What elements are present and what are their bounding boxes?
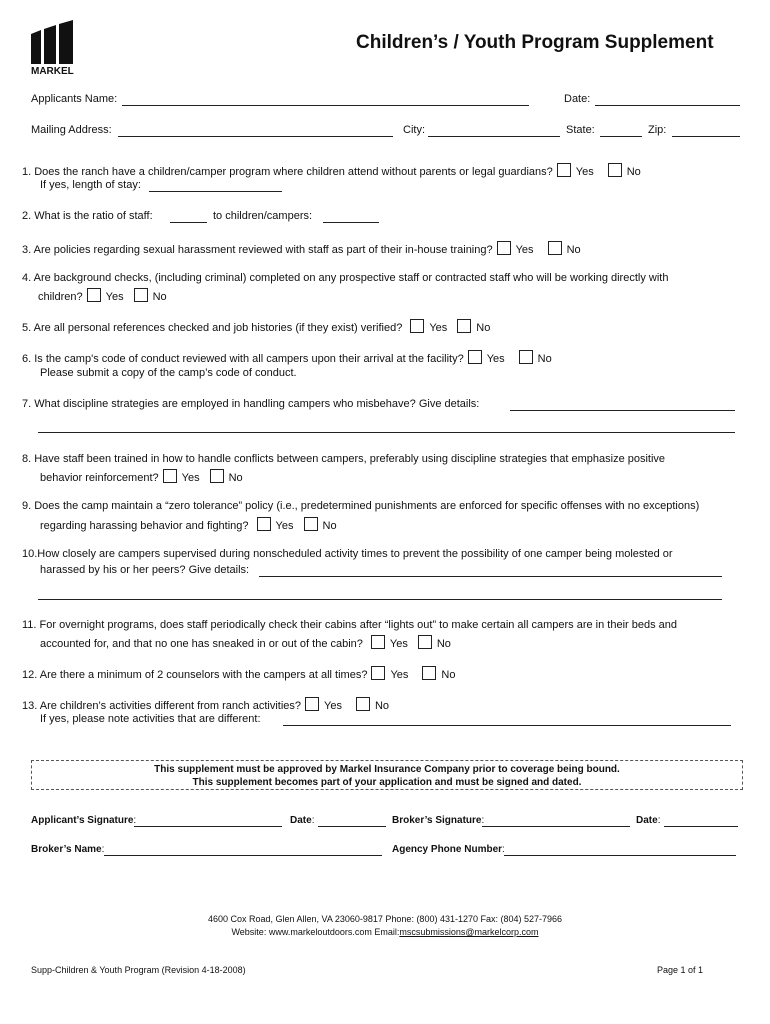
no-label: No bbox=[441, 669, 456, 681]
q6-yes-checkbox[interactable] bbox=[468, 350, 482, 364]
no-label: No bbox=[626, 166, 641, 178]
question-8-reinforcement: behavior reinforcement? bbox=[40, 472, 159, 484]
question-4-line2 bbox=[38, 288, 167, 303]
q11-yes-checkbox[interactable] bbox=[371, 635, 385, 649]
broker-date-label: Date: bbox=[636, 815, 661, 826]
q8-no-checkbox[interactable] bbox=[210, 469, 224, 483]
question-13-text: 13. Are children’s activities different from ranch activities? bbox=[22, 700, 302, 712]
question-8-line2 bbox=[40, 469, 243, 484]
applicant-name-field[interactable] bbox=[122, 105, 529, 106]
yes-label: Yes bbox=[105, 291, 124, 303]
q9-yes-checkbox[interactable] bbox=[257, 517, 271, 531]
broker-signature-field[interactable] bbox=[482, 826, 630, 827]
q9-no-checkbox[interactable] bbox=[304, 517, 318, 531]
broker-name-field[interactable] bbox=[104, 855, 382, 856]
question-4-text: 4. Are background checks, (including criminal) completed on any prospective staff or contracted staff who will be working directly with bbox=[22, 272, 669, 284]
broker-date-field[interactable] bbox=[664, 826, 738, 827]
question-13 bbox=[22, 697, 389, 712]
city-field[interactable] bbox=[428, 136, 560, 137]
question-12 bbox=[22, 666, 455, 681]
question-2-campers-label: to children/campers: bbox=[213, 210, 313, 222]
question-9-harassing: regarding harassing behavior and fighting? bbox=[40, 520, 249, 532]
page-number: Page 1 of 1 bbox=[657, 965, 704, 975]
q11-no-checkbox[interactable] bbox=[418, 635, 432, 649]
question-6-text: 6. Is the camp's code of conduct reviewed with all campers upon their arrival at the facility? bbox=[22, 353, 464, 365]
no-label: No bbox=[228, 472, 243, 484]
notice-line-2: This supplement becomes part of your application and must be signed and dated. bbox=[192, 777, 582, 788]
question-11-text: 11. For overnight programs, does staff periodically check their cabins after “lights out” to make certain all campers are in their beds and bbox=[22, 619, 678, 631]
question-4-children: children? bbox=[38, 291, 83, 303]
no-label: No bbox=[436, 638, 451, 650]
notice-line-1: This supplement must be approved by Markel Insurance Company prior to coverage being bound. bbox=[154, 764, 620, 775]
question-1 bbox=[22, 163, 641, 178]
question-11-accounted: accounted for, and that no one has sneaked in or out of the cabin? bbox=[40, 638, 363, 650]
q5-yes-checkbox[interactable] bbox=[410, 319, 424, 333]
zip-label: Zip: bbox=[648, 124, 667, 136]
yes-label: Yes bbox=[275, 520, 294, 532]
page-title: Children’s / Youth Program Supplement bbox=[356, 32, 714, 53]
question-10-text: 10.How closely are campers supervised during nonscheduled activity times to prevent the possibility of one camper being molested or bbox=[22, 548, 673, 560]
footer-address: 4600 Cox Road, Glen Allen, VA 23060-9817 Phone: (800) 431-1270 Fax: (804) 527-7966 bbox=[207, 914, 563, 924]
question-2-text: 2. What is the ratio of staff: bbox=[22, 210, 153, 222]
activities-field[interactable] bbox=[283, 725, 731, 726]
discipline-details-field[interactable] bbox=[510, 410, 735, 411]
yes-label: Yes bbox=[575, 166, 594, 178]
length-of-stay-field[interactable] bbox=[149, 191, 282, 192]
question-1-length-label: If yes, length of stay: bbox=[40, 179, 141, 191]
markel-logo bbox=[29, 20, 75, 79]
no-label: No bbox=[476, 322, 491, 334]
state-label: State: bbox=[566, 124, 595, 136]
question-9-text: 9. Does the camp maintain a “zero tolerance” policy (i.e., predetermined punishments are enforced for specific offenses with no exceptions) bbox=[22, 500, 700, 512]
applicant-date-field[interactable] bbox=[318, 826, 386, 827]
agency-phone-label: Agency Phone Number: bbox=[392, 844, 505, 855]
staff-ratio-field[interactable] bbox=[170, 222, 207, 223]
discipline-details-field-2[interactable] bbox=[38, 432, 735, 433]
q1-yes-checkbox[interactable] bbox=[557, 163, 571, 177]
applicant-signature-field[interactable] bbox=[134, 826, 282, 827]
yes-label: Yes bbox=[181, 472, 200, 484]
markel-logo-icon bbox=[29, 20, 75, 76]
question-5-text: 5. Are all personal references checked and job histories (if they exist) verified? bbox=[22, 322, 403, 334]
footer-email-link[interactable]: mscsubmissions@markelcorp.com bbox=[399, 927, 539, 937]
no-label: No bbox=[537, 353, 552, 365]
q8-yes-checkbox[interactable] bbox=[163, 469, 177, 483]
question-3 bbox=[22, 241, 581, 256]
question-12-text: 12. Are there a minimum of 2 counselors with the campers at all times? bbox=[22, 669, 368, 681]
question-9-line2 bbox=[40, 517, 337, 532]
q3-no-checkbox[interactable] bbox=[548, 241, 562, 255]
q13-no-checkbox[interactable] bbox=[356, 697, 370, 711]
q4-yes-checkbox[interactable] bbox=[87, 288, 101, 302]
supervision-details-field[interactable] bbox=[259, 576, 722, 577]
yes-label: Yes bbox=[486, 353, 505, 365]
applicant-name-label: Applicants Name: bbox=[31, 93, 118, 105]
mailing-address-field[interactable] bbox=[118, 136, 393, 137]
question-11-line2 bbox=[40, 635, 451, 650]
q6-no-checkbox[interactable] bbox=[519, 350, 533, 364]
footer-contact bbox=[0, 927, 770, 937]
q5-no-checkbox[interactable] bbox=[457, 319, 471, 333]
applicant-signature-label: Applicant’s Signature: bbox=[31, 815, 137, 826]
form-id: Supp-Children & Youth Program (Revision 4-18-2008) bbox=[31, 965, 246, 975]
state-field[interactable] bbox=[600, 136, 642, 137]
q4-no-checkbox[interactable] bbox=[134, 288, 148, 302]
q13-yes-checkbox[interactable] bbox=[305, 697, 319, 711]
yes-label: Yes bbox=[515, 244, 534, 256]
question-5 bbox=[22, 319, 490, 334]
question-6-note: Please submit a copy of the camp’s code of conduct. bbox=[40, 367, 297, 379]
question-6 bbox=[22, 350, 552, 365]
campers-ratio-field[interactable] bbox=[323, 222, 379, 223]
broker-name-label: Broker’s Name: bbox=[31, 844, 105, 855]
supervision-details-field-2[interactable] bbox=[38, 599, 722, 600]
no-label: No bbox=[152, 291, 167, 303]
agency-phone-field[interactable] bbox=[504, 855, 736, 856]
logo-text: MARKEL bbox=[31, 66, 74, 76]
yes-label: Yes bbox=[389, 638, 408, 650]
question-10-details-label: harassed by his or her peers? Give details: bbox=[40, 564, 250, 576]
question-1-text: 1. Does the ranch have a children/camper program where children attend without parents or legal guardians? bbox=[22, 166, 553, 178]
city-label: City: bbox=[403, 124, 425, 136]
footer-website: Website: www.markeloutdoors.com Email: bbox=[231, 927, 400, 937]
no-label: No bbox=[566, 244, 581, 256]
mailing-address-label: Mailing Address: bbox=[31, 124, 112, 136]
yes-label: Yes bbox=[390, 669, 409, 681]
q3-yes-checkbox[interactable] bbox=[497, 241, 511, 255]
q1-no-checkbox[interactable] bbox=[608, 163, 622, 177]
date-label: Date: bbox=[564, 93, 591, 105]
approval-notice bbox=[31, 760, 743, 790]
applicant-date-label: Date: bbox=[290, 815, 315, 826]
question-7-text: 7. What discipline strategies are employed in handling campers who misbehave? Give details: bbox=[22, 398, 480, 410]
zip-field[interactable] bbox=[672, 136, 740, 137]
question-8-text: 8. Have staff been trained in how to handle conflicts between campers, preferably using discipline strategies that emphasize positive bbox=[22, 453, 666, 465]
q12-yes-checkbox[interactable] bbox=[371, 666, 385, 680]
broker-signature-label: Broker’s Signature: bbox=[392, 815, 485, 826]
date-field[interactable] bbox=[595, 105, 740, 106]
q12-no-checkbox[interactable] bbox=[422, 666, 436, 680]
yes-label: Yes bbox=[324, 700, 342, 712]
no-label: No bbox=[322, 520, 337, 532]
question-13-activities-label: If yes, please note activities that are different: bbox=[40, 713, 261, 725]
no-label: No bbox=[374, 700, 390, 712]
question-3-text: 3. Are policies regarding sexual harassment reviewed with staff as part of their in-house training? bbox=[22, 244, 493, 256]
yes-label: Yes bbox=[429, 322, 448, 334]
